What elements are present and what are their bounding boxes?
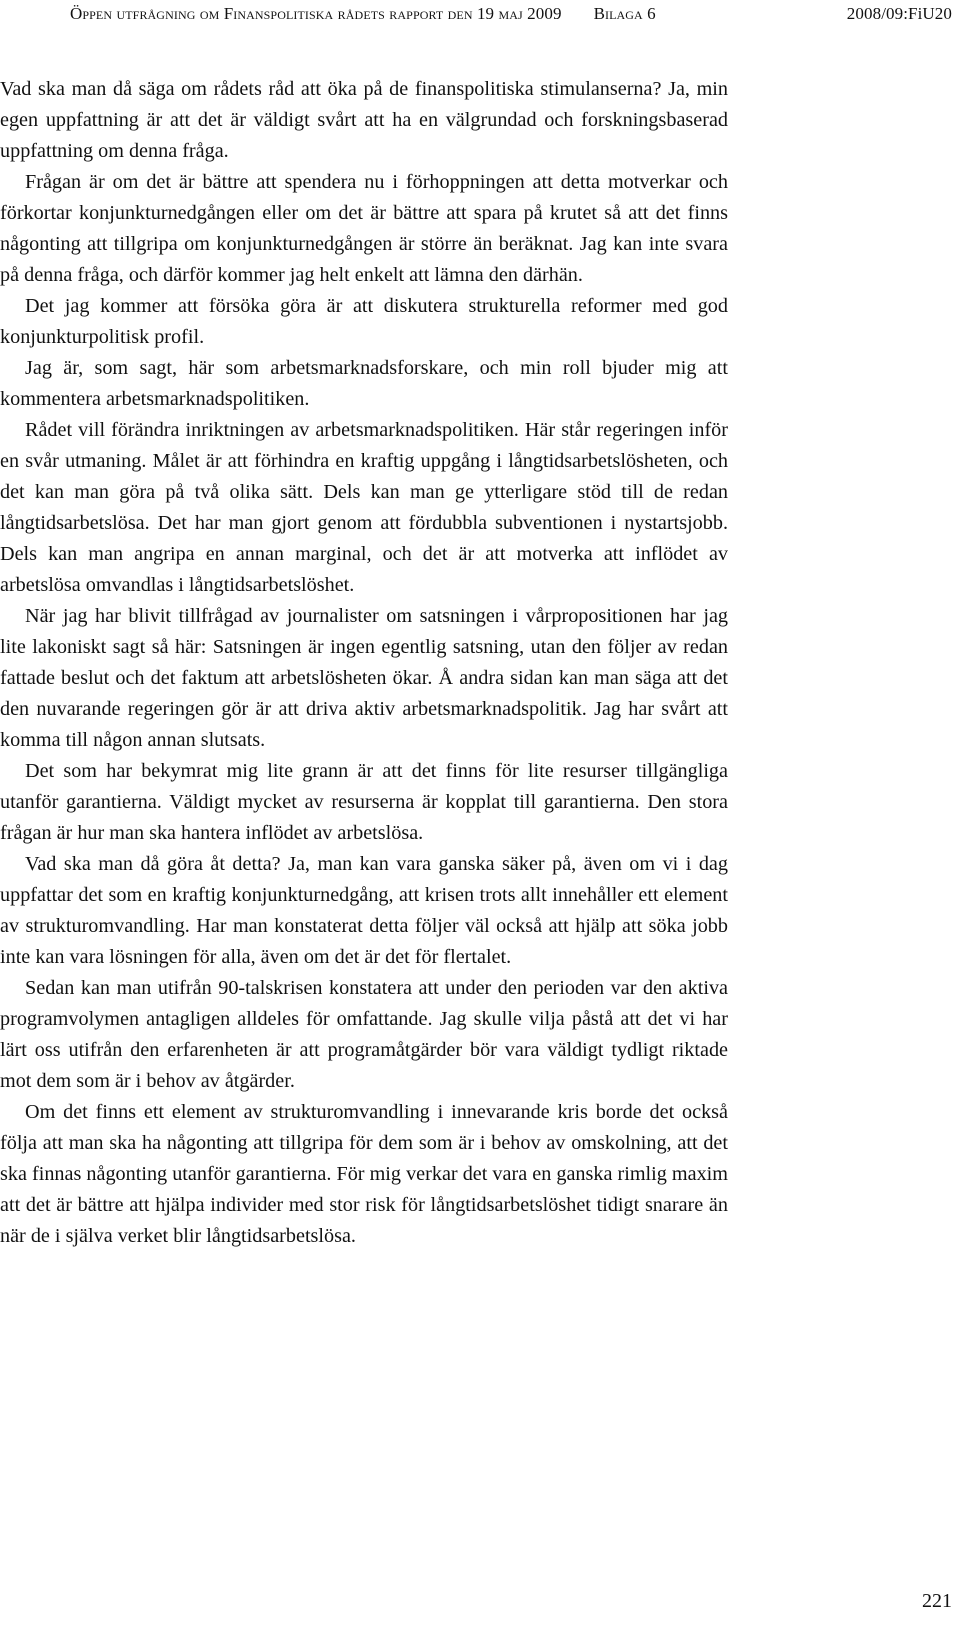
header-document-id: 2008/09:FiU20 [846, 4, 952, 23]
paragraph: Vad ska man då säga om rådets råd att öka på de finanspolitiska stimulanserna? Ja, min egen uppfattning är att det är väldigt svårt att ha en välgrundad och forskningsbaserad uppfattning om denna fråga. [0, 78, 728, 162]
paragraph: Frågan är om det är bättre att spendera nu i förhoppningen att detta motverkar och förkortar konjunkturnedgången eller om det är bättre att spara på krutet så att det finns någonting att tillgripa om konjunkturnedgången är större än beräknat. Jag kan inte svara på denna fråga, och därför kommer jag helt enkelt att lämna den därhän. [0, 171, 728, 286]
header-appendix: Bilaga 6 [593, 4, 656, 23]
header-title: Öppen utfrågning om Finanspolitiska rådets rapport den 19 maj 2009 [70, 4, 562, 23]
body-text [0, 74, 728, 1252]
paragraph: Det jag kommer att försöka göra är att diskutera strukturella reformer med god konjunkturpolitisk profil. [0, 295, 728, 348]
paragraph: Vad ska man då göra åt detta? Ja, man kan vara ganska säker på, även om vi i dag uppfattar det som en kraftig konjunkturnedgång, att krisen trots allt innehåller ett element av strukturomvandling. Har man konstaterat detta följer väl också att hjälp att söka jobb inte kan vara lösningen för alla, även om det är det för flertalet. [0, 853, 728, 968]
paragraph: När jag har blivit tillfrågad av journalister om satsningen i vårpropositionen har jag lite lakoniskt sagt så här: Satsningen är ingen egentlig satsning, utan den följer av redan fattade beslut och det faktum att arbetslösheten ökar. Å andra sidan kan man säga att det den nuvarande regeringen gör är att driva aktiv arbetsmarknadspolitik. Jag har svårt att komma till någon annan slutsats. [0, 605, 728, 751]
page-number: 221 [922, 1590, 952, 1612]
paragraph: Jag är, som sagt, här som arbetsmarknadsforskare, och min roll bjuder mig att kommentera arbetsmarknadspolitiken. [0, 357, 728, 410]
running-header [70, 4, 952, 34]
paragraph: Sedan kan man utifrån 90-talskrisen konstatera att under den perioden var den aktiva programvolymen antagligen alldeles för omfattande. Jag skulle vilja påstå att det vi har lärt oss utifrån den erfarenheten är att programåtgärder bör vara väldigt tydligt riktade mot dem som är i behov av åtgärder. [0, 977, 728, 1092]
paragraph: Rådet vill förändra inriktningen av arbetsmarknadspolitiken. Här står regeringen inför en svår utmaning. Målet är att förhindra en kraftig uppgång i långtidsarbetslösheten, och det kan man göra på två olika sätt. Dels kan man ge ytterligare stöd till de redan långtidsarbetslösa. Det har man gjort genom att fördubbla subventionen i nystartsjobb. Dels kan man angripa en annan marginal, och det är att motverka att inflödet av arbetslösa omvandlas i långtidsarbetslöshet. [0, 419, 728, 596]
paragraph: Det som har bekymrat mig lite grann är att det finns för lite resurser tillgängliga utanför garantierna. Väldigt mycket av resurserna är kopplat till garantierna. Den stora frågan är hur man ska hantera inflödet av arbetslösa. [0, 760, 728, 844]
paragraph: Om det finns ett element av strukturomvandling i innevarande kris borde det också följa att man ska ha någonting att tillgripa för dem som är i behov av omskolning, att det ska finnas någonting utanför garantierna. För mig verkar det vara en ganska rimlig maxim att det är bättre att hjälpa individer med stor risk för långtidsarbetslöshet tidigt snarare än när de i själva verket blir långtidsarbetslösa. [0, 1101, 728, 1247]
header-left [70, 4, 656, 24]
